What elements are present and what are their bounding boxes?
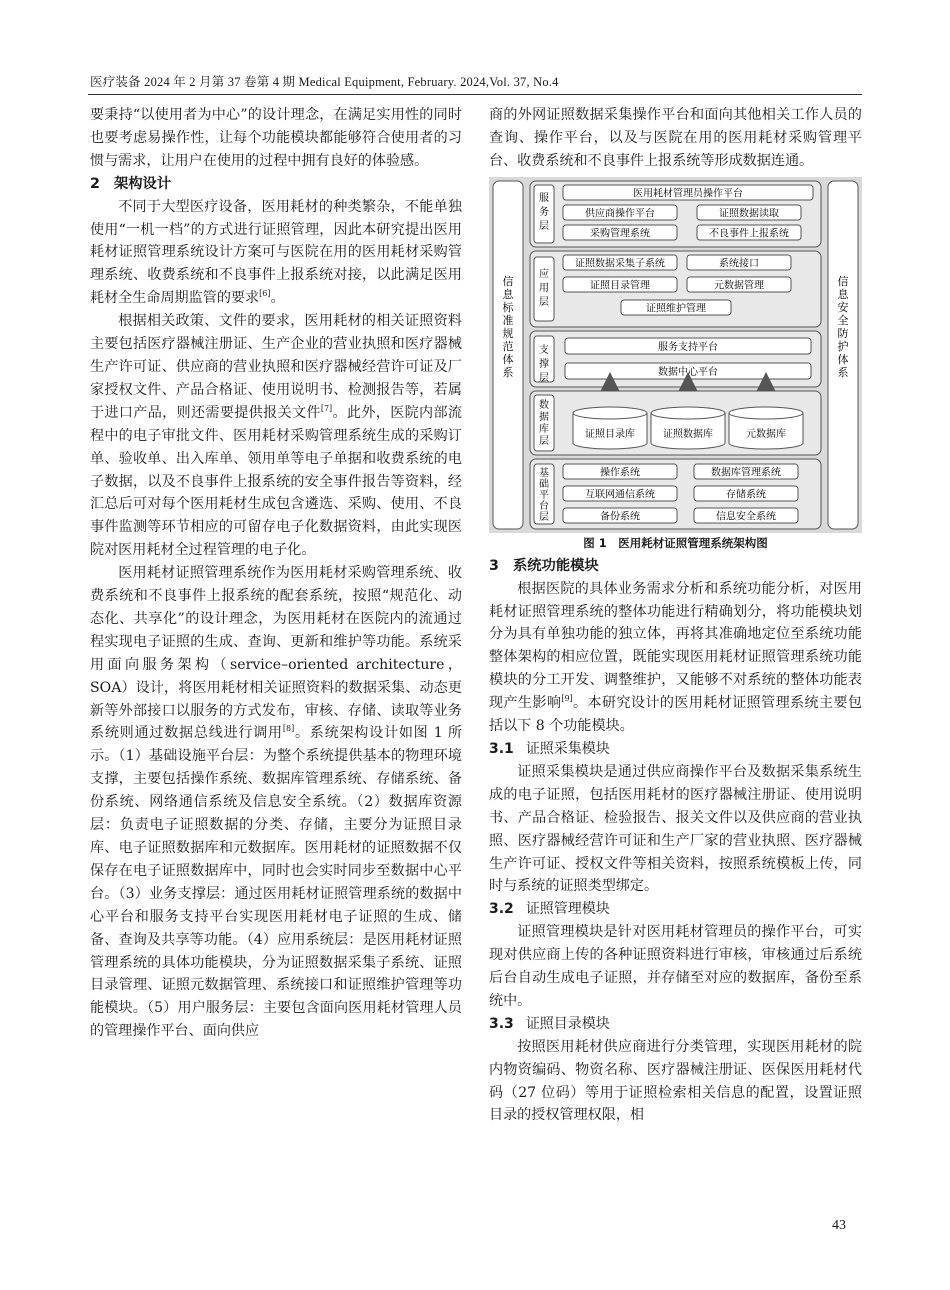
- db-cylinder-catalog: [573, 407, 647, 449]
- db-layer-label: 数据库层: [539, 399, 549, 447]
- os-label: 操作系统: [600, 467, 640, 479]
- paragraph-text: 不同于大型医疗设备，医用耗材的种类繁杂，不能单独使用“一机一档”的方式进行证照管理，因此本研究提出医用耗材证照管理系统设计方案可与医院在用的医用耗材采购管理系统、收费系统和不良事件上报系统对接，以此满足医用耗材全生命周期监管的要求: [90, 198, 462, 307]
- paragraph: 要秉持“以使用者为中心”的设计理念，在满足实用性的同时也要考虑易操作性，让每个功能模块都能够符合使用者的习惯与需求，让用户在使用的过程中拥有良好的体验感。: [90, 107, 462, 169]
- supplier-platform-label: 供应商操作平台: [585, 208, 655, 220]
- db-catalog-label: 证照目录库: [585, 428, 635, 440]
- subsection-title: 证照采集模块: [525, 740, 610, 757]
- security-label: 信息安全系统: [716, 511, 776, 523]
- data-read-label: 证照数据读取: [719, 208, 779, 220]
- adverse-system-label: 不良事件上报系统: [709, 228, 789, 240]
- header-rule: [88, 94, 862, 95]
- paragraph-text: 。本研究设计的医用耗材证照管理系统主要包括以下 8 个功能模块。: [489, 695, 863, 735]
- paragraph: [90, 196, 462, 311]
- architecture-figure: [489, 177, 862, 533]
- admin-platform-label: 医用耗材管理员操作平台: [633, 188, 743, 200]
- section-number: 2: [90, 175, 100, 192]
- db-meta-label: 元数据库: [746, 428, 786, 440]
- citation: [8]: [282, 724, 295, 734]
- subsection-title: 证照目录模块: [525, 1015, 610, 1032]
- paragraph: [90, 562, 462, 1043]
- db-data-label: 证照数据库: [663, 428, 713, 440]
- citation: [9]: [561, 694, 573, 704]
- net-label: 互联网通信系统: [585, 489, 655, 501]
- page-number: 43: [832, 1218, 846, 1233]
- paragraph-text: 医用耗材证照管理系统作为医用耗材采购管理系统、收费系统和不良事件上报系统的配套系统，按照“规范化、动态化、共享化”的设计理念，为医用耗材在医院内的流通过程实现电子证照的生成、查询、更新和维护等功能。系统采用面向服务架构（service–oriented architecture，SOA）设计，将医用耗材相关证照资料的数据采集、动态更新等外部接口以服务的方式发布，审核、存储、读取等业务系统则通过数据总线进行调用: [90, 565, 462, 742]
- support-layer-label: 支撑层: [539, 344, 549, 384]
- architecture-diagram: [489, 177, 862, 533]
- subsection-number: 3.3: [489, 1015, 514, 1032]
- maint-mgmt-label: 证照维护管理: [646, 303, 706, 315]
- subsection-heading: [489, 898, 862, 921]
- right-pillar-label: 信息安全防护体系: [837, 274, 849, 379]
- paragraph-text: 。此外，医院内部流程中的电子审批文件、医用耗材采购管理系统生成的采购订单、验收单、出入库单、领用单等电子单据和收费系统的电子数据，以及不良事件上报系统的安全事件报告等资料，经汇总后可对每个医用耗材生成包含遴选、采购、使用、不良事件监测等环节相应的可留存电子化数据资料，由此实现医院对医用耗材全过程管理的电子化。: [90, 404, 463, 559]
- running-header: 医疗装备 2024 年 2 月第 37 卷第 4 期 Medical Equipment, February. 2024,Vol. 37, No.4: [90, 75, 559, 89]
- data-center-label: 数据中心平台: [658, 366, 718, 378]
- left-pillar-label: 信息标准规范体系: [502, 274, 514, 379]
- paragraph: [90, 310, 462, 562]
- left-column: [90, 104, 462, 1043]
- subsection-heading: [489, 1013, 862, 1036]
- section-heading: [489, 555, 862, 578]
- purchase-system-label: 采购管理系统: [590, 228, 650, 240]
- paragraph-text: 。系统架构设计如图 1 所示。（1）基础设施平台层：为整个系统提供基本的物理环境支撑，主要包括操作系统、数据库管理系统、存储系统、备份系统、网络通信系统及信息安全系统。（2）数据库资源层：负责电子证照数据的分类、存储，主要分为证照目录库、电子证照数据库和元数据库。医用耗材的证照数据不仅保存在电子证照数据库中，同时也会实时同步至数据中心平台。（3）业务支撑层：通过医用耗材证照管理系统的数据中心平台和服务支持平台实现医用耗材电子证照的生成、储备、查询及共享等功能。（4）应用系统层：是医用耗材证照管理系统的具体功能模块，分为证照数据采集子系统、证照目录管理、证照元数据管理、系统接口和证照维护管理等功能模块。（5）用户服务层：主要包含面向医用耗材管理人员的管理操作平台、面向供应: [90, 725, 462, 1040]
- section-title: 架构设计: [113, 175, 172, 192]
- right-column: [489, 104, 862, 1127]
- service-layer-label: 服务层: [539, 192, 549, 232]
- meta-mgmt-label: 元数据管理: [714, 280, 764, 292]
- collect-subsystem-label: 证照数据采集子系统: [575, 258, 665, 270]
- citation: [6]: [259, 289, 271, 299]
- dbms-label: 数据库管理系统: [711, 467, 781, 479]
- section-heading: [90, 173, 462, 196]
- section-title: 系统功能模块: [512, 557, 599, 574]
- service-support-label: 服务支持平台: [658, 341, 718, 353]
- paragraph-text: 根据医院的具体业务需求分析和系统功能分析，对医用耗材证照管理系统的整体功能进行精确划分，将功能模块划分为具有单独功能的独立体，再将其准确地定位至系统功能整体架构的相应位置，既能实现医用耗材证照管理系统功能模块的分工开发、调整维护，又能够不对系统的整体功能表现产生影响: [489, 580, 862, 712]
- paragraph: [489, 578, 862, 738]
- paragraph: 商的外网证照数据采集操作平台和面向其他相关工作人员的查询、操作平台，以及与医院在用的医用耗材采购管理平台、收费系统和不良事件上报系统等形成数据连通。: [489, 107, 862, 169]
- paragraph-text: 。: [270, 290, 285, 307]
- backup-label: 备份系统: [600, 511, 640, 523]
- subsection-heading: [489, 738, 862, 761]
- subsection-number: 3.1: [489, 740, 514, 757]
- paragraph: 按照医用耗材供应商进行分类管理，实现医用耗材的院内物资编码、物资名称、医疗器械注册证、医保医用耗材代码（27 位码）等用于证照检索相关信息的配置，设置证照目录的授权管理权限，相: [489, 1038, 862, 1124]
- base-layer-label: 基础平台层: [539, 467, 549, 523]
- system-interface-label: 系统接口: [719, 258, 759, 270]
- catalog-mgmt-label: 证照目录管理: [590, 280, 650, 292]
- figure-caption: 图 1 医用耗材证照管理系统架构图: [583, 535, 768, 550]
- app-layer-label: 应用层: [539, 268, 549, 308]
- db-cylinder-data: [651, 407, 725, 449]
- subsection-title: 证照管理模块: [525, 901, 610, 918]
- citation: [7]: [320, 403, 333, 413]
- db-cylinder-meta: [729, 407, 803, 449]
- paragraph: 证照管理模块是针对医用耗材管理员的操作平台，可实现对供应商上传的各种证照资料进行审核，审核通过后系统后台自动生成电子证照，并存储至对应的数据库，备份至系统中。: [489, 924, 862, 1009]
- paragraph: 证照采集模块是通过供应商操作平台及数据采集系统生成的电子证照，包括医用耗材的医疗器械注册证、使用说明书、产品合格证、检验报告、报关文件以及供应商的营业执照、医疗器械经营许可证和生产厂家的营业执照、医疗器械生产许可证、授权文件等相关资料，按照系统模板上传，同时与系统的证照类型绑定。: [489, 763, 862, 895]
- section-number: 3: [489, 557, 499, 574]
- storage-label: 存储系统: [726, 489, 766, 501]
- paragraph-text: 根据相关政策、文件的要求，医用耗材的相关证照资料主要包括医疗器械注册证、生产企业的营业执照和医疗器械生产许可证、供应商的营业执照和医疗器械经营许可证及厂家授权文件、产品合格证、使用说明书、检测报告等，若属于进口产品，则还需要提供报关文件: [90, 313, 462, 421]
- subsection-number: 3.2: [489, 901, 514, 918]
